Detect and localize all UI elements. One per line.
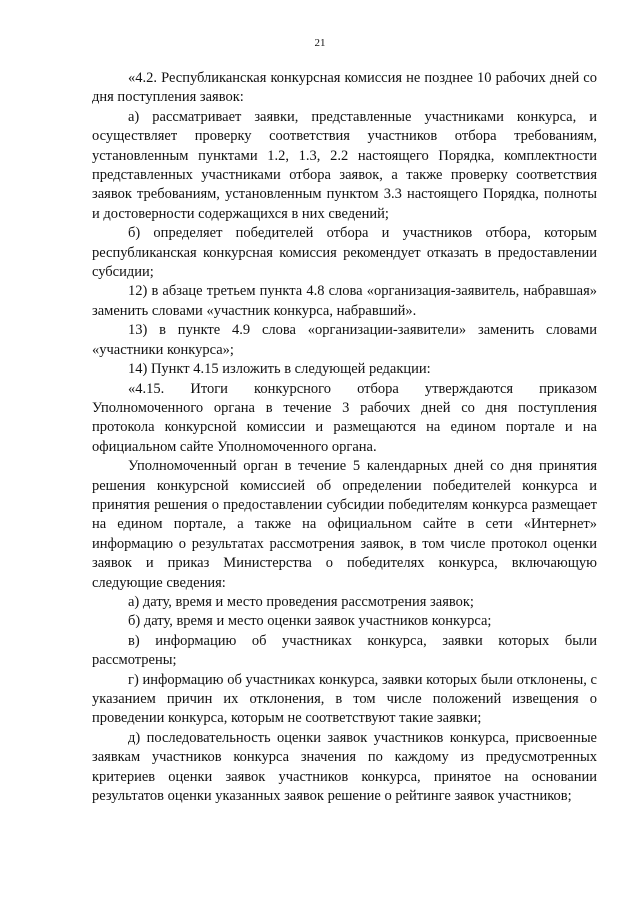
paragraph-4-15: «4.15. Итоги конкурсного отбора утверждаются приказом Уполномоченного органа в течение 3 рабочих дней со дня поступления протокола конкурсной комиссии и размещаются на едином портале и на официальном сайте Уполномоченного органа. [92,380,597,455]
list-item-a: а) дату, время и место проведения рассмотрения заявок; [128,593,474,610]
paragraph-4-2-a: а) рассматривает заявки, представленные участниками конкурса, и осуществляет проверку соответствия участников отбора требованиям, установленным пунктами 1.2, 1.3, 2.2 настоящего Порядка, комплектности представленных участниками отбора заявок, а также проверку соответствия заявок требованиям, установленным пунктом 3.3 настоящего Порядка, полноты и достоверности содержащихся в них сведений; [92,108,597,222]
paragraph-amendment-12: 12) в абзаце третьем пункта 4.8 слова «организация-заявитель, набравшая» заменить словами «участник конкурса, набравший». [92,283,597,319]
paragraph-amendment-13: 13) в пункте 4.9 слова «организации-заявители» заменить словами «участники конкурса»; [92,322,597,358]
list-item-b: б) дату, время и место оценки заявок участников конкурса; [128,613,492,630]
document-body [92,69,597,806]
list-item-v: в) информацию об участниках конкурса, заявки которых были рассмотрены; [92,632,597,669]
paragraph-4-2-intro: «4.2. Республиканская конкурсная комиссия не позднее 10 рабочих дней со дня поступления заявок: [92,70,597,106]
paragraph-amendment-14: 14) Пункт 4.15 изложить в следующей редакции: [128,361,431,378]
paragraph-4-2-b: б) определяет победителей отбора и участников отбора, которым республиканская конкурсная комиссия рекомендует отказать в предоставлении субсидии; [92,225,597,281]
list-item-g: г) информацию об участниках конкурса, заявки которых были отклонены, с указанием причин их отклонения, в том числе положений извещения о проведении конкурса, которым не соответствуют такие заявки; [92,671,597,727]
paragraph-4-15-publication: Уполномоченный орган в течение 5 календарных дней со дня принятия решения конкурсной комиссией об определении победителей конкурса и принятия решения о предоставлении субсидии победителям конкурса размещает на едином портале, а также на официальном сайте в сети «Интернет» информацию о результатах рассмотрения заявок, в том числе протокол оценки заявок и приказ Министерства о победителях конкурса, включающую следующие сведения: [92,458,597,591]
page-number: 21 [314,37,326,49]
list-item-d: д) последовательность оценки заявок участников конкурса, присвоенные заявкам участников конкурса значения по каждому из предусмотренных критериев оценки заявок участников конкурса, принятое на основании результатов оценки указанных заявок решение о рейтинге заявок участников; [92,729,597,805]
